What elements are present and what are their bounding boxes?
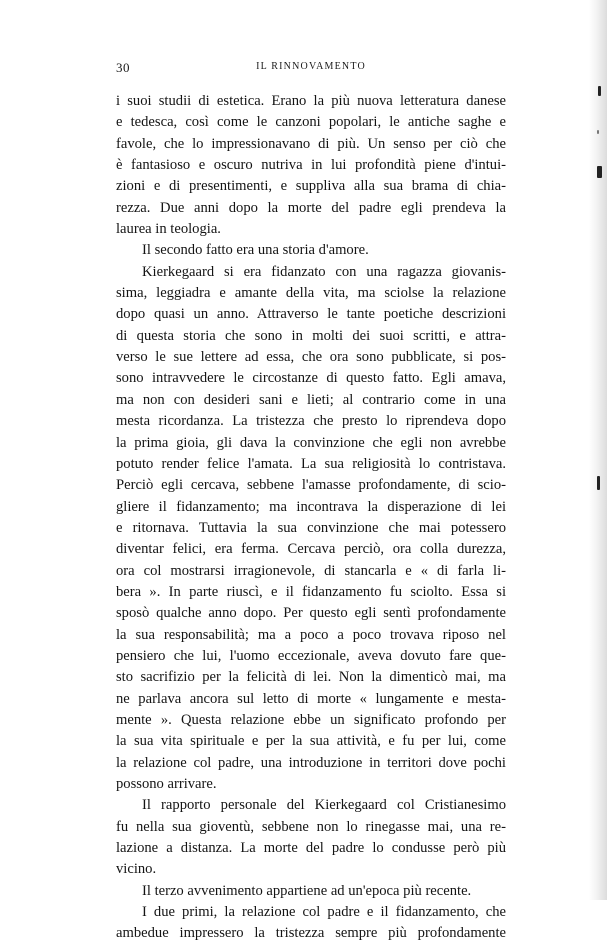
- text-line: laurea in teologia.: [116, 221, 221, 238]
- text-line: favole, che lo impressionavano di più. Un senso per ciò che: [116, 135, 506, 152]
- text-line: i suoi studii di estetica. Erano la più nuova letteratura danese: [116, 93, 506, 109]
- text-line: ambedue impressero la tristezza sempre più profondamente: [116, 925, 506, 942]
- text-line: la prima gioia, gli dava la convinzione che egli non avrebbe: [116, 434, 506, 451]
- text-line: Il rapporto personale del Kierkegaard col Cristianesimo: [142, 797, 506, 814]
- paragraph: [116, 902, 506, 945]
- paragraph: [116, 881, 506, 902]
- text-line: Il terzo avvenimento appartiene ad un'epoca più recente.: [142, 882, 472, 899]
- text-line: fu nella sua gioventù, sebbene non lo rinegasse mai, una re-: [116, 818, 506, 835]
- text-line: Il secondo fatto era una storia d'amore.: [142, 242, 369, 259]
- running-title: IL RINNOVAMENTO: [256, 61, 366, 72]
- text-line: bera ». In parte riuscì, e il fidanzamento fu sciolto. Essa si: [116, 583, 506, 600]
- text-line: lazione a distanza. La morte del padre lo condusse però più: [116, 840, 506, 857]
- text-line: possono arrivare.: [116, 776, 217, 792]
- text-line: vicino.: [116, 861, 157, 878]
- body-text: [116, 91, 506, 945]
- text-line: ne parlava ancora sul letto di morte « lungamente e mesta-: [116, 690, 506, 707]
- running-head: [116, 60, 506, 78]
- text-line: ora col mostrarsi irragionevole, di stancarla e « di farla li-: [116, 562, 506, 579]
- text-line: I due primi, la relazione col padre e il fidanzamento, che: [142, 904, 506, 921]
- edge-mark: [597, 166, 602, 178]
- text-line: Kierkegaard si era fidanzato con una ragazza giovanis-: [142, 263, 506, 280]
- text-line: rezza. Due anni dopo la morte del padre egli prendeva la: [116, 199, 506, 216]
- text-line: sposò qualche anno dopo. Per questo egli sentì profondamente: [116, 605, 506, 622]
- text-line: pensiero che lui, l'uomo eccezionale, aveva dovuto fare que-: [116, 647, 506, 664]
- text-line: zioni e di presentimenti, e suppliva alla sua brama di chia-: [116, 178, 506, 195]
- text-line: la sua vita spirituale e per la sua attività, e fu per lui, come: [116, 733, 506, 750]
- paragraph: [116, 262, 506, 796]
- text-line: sono intravvedere le circostanze di questo fatto. Egli amava,: [116, 370, 506, 387]
- text-line: ma non con desideri sani e lieti; al contrario come in una: [116, 391, 506, 408]
- edge-mark: [598, 86, 601, 96]
- text-line: diventar felici, era ferma. Cercava perciò, ora colla durezza,: [116, 541, 506, 558]
- text-line: la sua responsabilità; ma a poco a poco trovava riposo nel: [116, 626, 506, 643]
- text-line: e tedesca, così come le canzoni popolari, le antiche saghe e: [116, 114, 506, 131]
- text-line: dopo quasi un anno. Attraverso le tante poetiche descrizioni: [116, 306, 506, 323]
- paragraph: [116, 240, 506, 261]
- text-line: la relazione col padre, una introduzione in territori dove pochi: [116, 754, 506, 771]
- text-line: Perciò egli cercava, sebbene l'amasse profondamente, di scio-: [116, 477, 506, 494]
- text-line: mente ». Questa relazione ebbe un significato profondo per: [116, 711, 506, 728]
- text-line: mesta ricordanza. La tristezza che presto lo riprendeva dopo: [116, 413, 506, 430]
- paragraph: [116, 91, 506, 240]
- paragraph: [116, 795, 506, 880]
- page-edge-shadow: [589, 0, 607, 900]
- text-line: potuto render felice l'amata. La sua religiosità lo contristava.: [116, 455, 506, 472]
- text-line: sima, leggiadra e amante della vita, ma sciolse la relazione: [116, 285, 506, 302]
- text-line: di questa storia che sono in molti dei suoi scritti, e attra-: [116, 327, 506, 344]
- text-line: è fantasioso e oscuro nutriva in lui profondità piene d'intui-: [116, 157, 506, 174]
- edge-mark: [597, 130, 599, 134]
- edge-mark: [597, 476, 600, 490]
- text-line: sto sacrifizio per la felicità di lei. Non la dimenticò mai, ma: [116, 669, 506, 686]
- page-number: 30: [116, 60, 130, 75]
- text-line: gliere il fidanzamento; ma incontrava la disperazione di lei: [116, 498, 506, 515]
- text-line: verso le sue lettere ad essa, che ora sono pubblicate, si pos-: [116, 349, 506, 366]
- text-line: e ritornava. Tuttavia la sua convinzione che mai potessero: [116, 519, 506, 536]
